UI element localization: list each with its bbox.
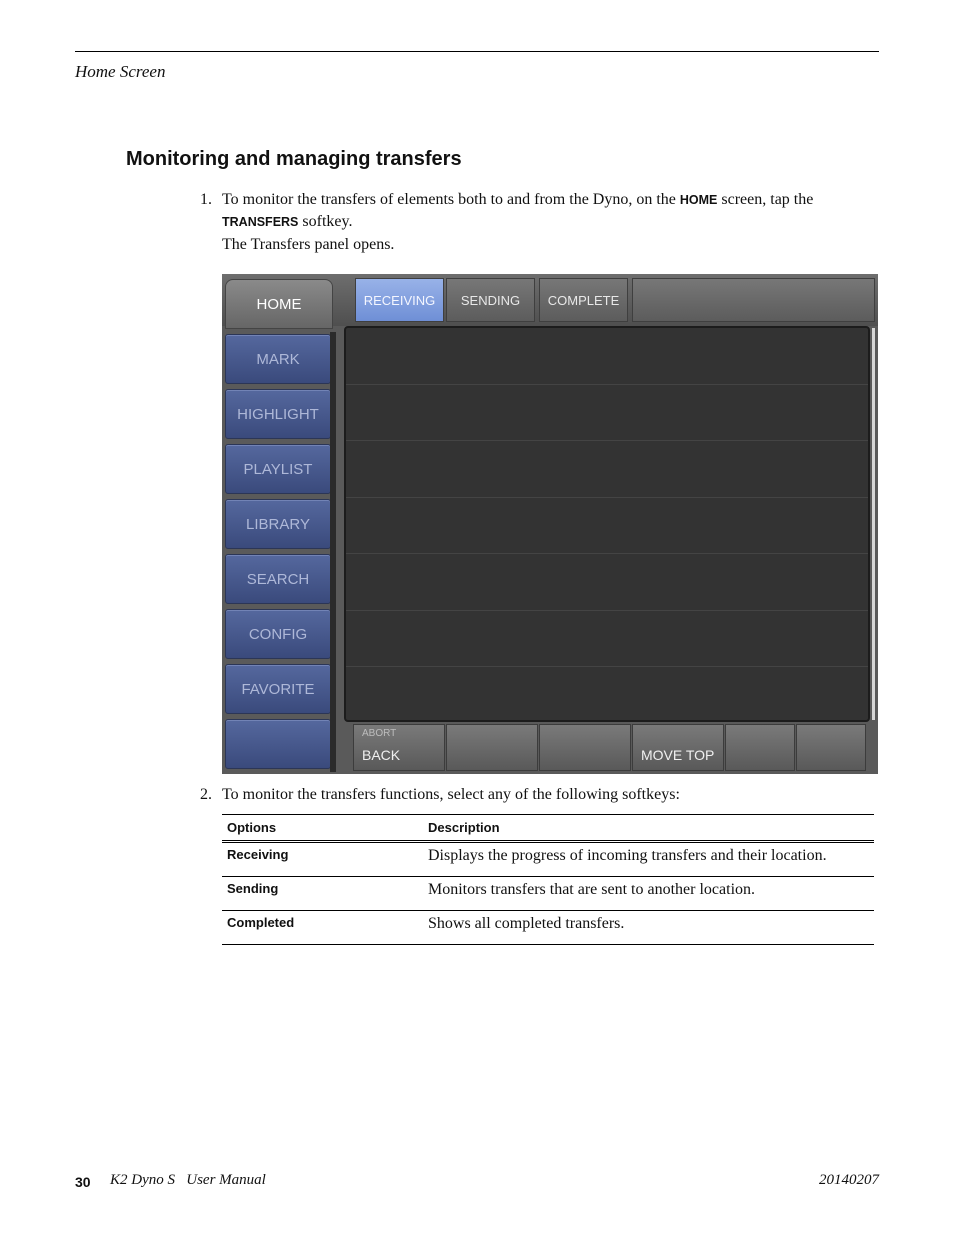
blank-side-button[interactable] [225, 719, 331, 769]
softkey-2[interactable] [446, 724, 538, 771]
list-item[interactable] [346, 667, 868, 723]
description-completed: Shows all completed transfers. [423, 911, 874, 945]
table-row [222, 842, 874, 877]
playlist-button[interactable]: PLAYLIST [225, 444, 331, 494]
tab-sending[interactable]: SENDING [446, 278, 535, 322]
document-date: 20140207 [819, 1172, 879, 1188]
move-top-button[interactable] [632, 724, 724, 771]
description-sending: Monitors transfers that are sent to another location. [423, 877, 874, 911]
tab-complete[interactable]: COMPLETE [539, 278, 628, 322]
column-header-description: Description [423, 815, 874, 842]
step-2-number: 2. [200, 786, 212, 803]
scrollbar[interactable] [872, 328, 875, 720]
list-item[interactable] [346, 554, 868, 611]
library-button[interactable]: LIBRARY [225, 499, 331, 549]
column-header-options: Options [222, 815, 423, 842]
header-rule [75, 51, 879, 52]
home-key-label: HOME [679, 193, 718, 207]
search-button[interactable]: SEARCH [225, 554, 331, 604]
softkey-6[interactable] [796, 724, 866, 771]
softkey-5[interactable] [725, 724, 795, 771]
table-row [222, 911, 874, 945]
softkey-options-table [222, 814, 874, 945]
list-item[interactable] [346, 498, 868, 555]
option-completed: Completed [222, 911, 423, 945]
favorite-button[interactable]: FAVORITE [225, 664, 331, 714]
section-title: Monitoring and managing transfers [126, 148, 462, 170]
move-top-label: MOVE TOP [641, 747, 715, 763]
step-1-number: 1. [200, 191, 212, 208]
list-item[interactable] [346, 328, 868, 385]
list-item[interactable] [346, 441, 868, 498]
mark-button[interactable]: MARK [225, 334, 331, 384]
tab-receiving[interactable]: RECEIVING [355, 278, 444, 322]
abort-label: ABORT [362, 728, 397, 739]
option-receiving: Receiving [222, 842, 423, 877]
transfers-panel-screenshot [222, 274, 878, 774]
highlight-button[interactable]: HIGHLIGHT [225, 389, 331, 439]
config-button[interactable]: CONFIG [225, 609, 331, 659]
transfers-list[interactable] [344, 326, 870, 722]
description-receiving: Displays the progress of incoming transfers and their location. [423, 842, 874, 877]
back-button[interactable] [353, 724, 445, 771]
step-1-text: To monitor the transfers of elements both to and from the Dyno, on the HOME screen, tap the TRANSFERS softkey. [222, 191, 814, 230]
transfers-key-label: TRANSFERS [222, 215, 299, 229]
manual-title: K2 Dyno S User Manual [110, 1172, 266, 1188]
step-2-text: To monitor the transfers functions, select any of the following softkeys: [222, 786, 680, 803]
side-divider [330, 332, 336, 772]
option-sending: Sending [222, 877, 423, 911]
page-number: 30 [75, 1174, 91, 1190]
list-item[interactable] [346, 611, 868, 668]
softkey-3[interactable] [539, 724, 631, 771]
list-item[interactable] [346, 385, 868, 442]
table-row [222, 877, 874, 911]
back-label: BACK [362, 747, 401, 763]
tab-empty [632, 278, 875, 322]
running-head: Home Screen [75, 62, 166, 81]
home-button[interactable]: HOME [225, 279, 333, 329]
step-1-result: The Transfers panel opens. [222, 236, 395, 253]
